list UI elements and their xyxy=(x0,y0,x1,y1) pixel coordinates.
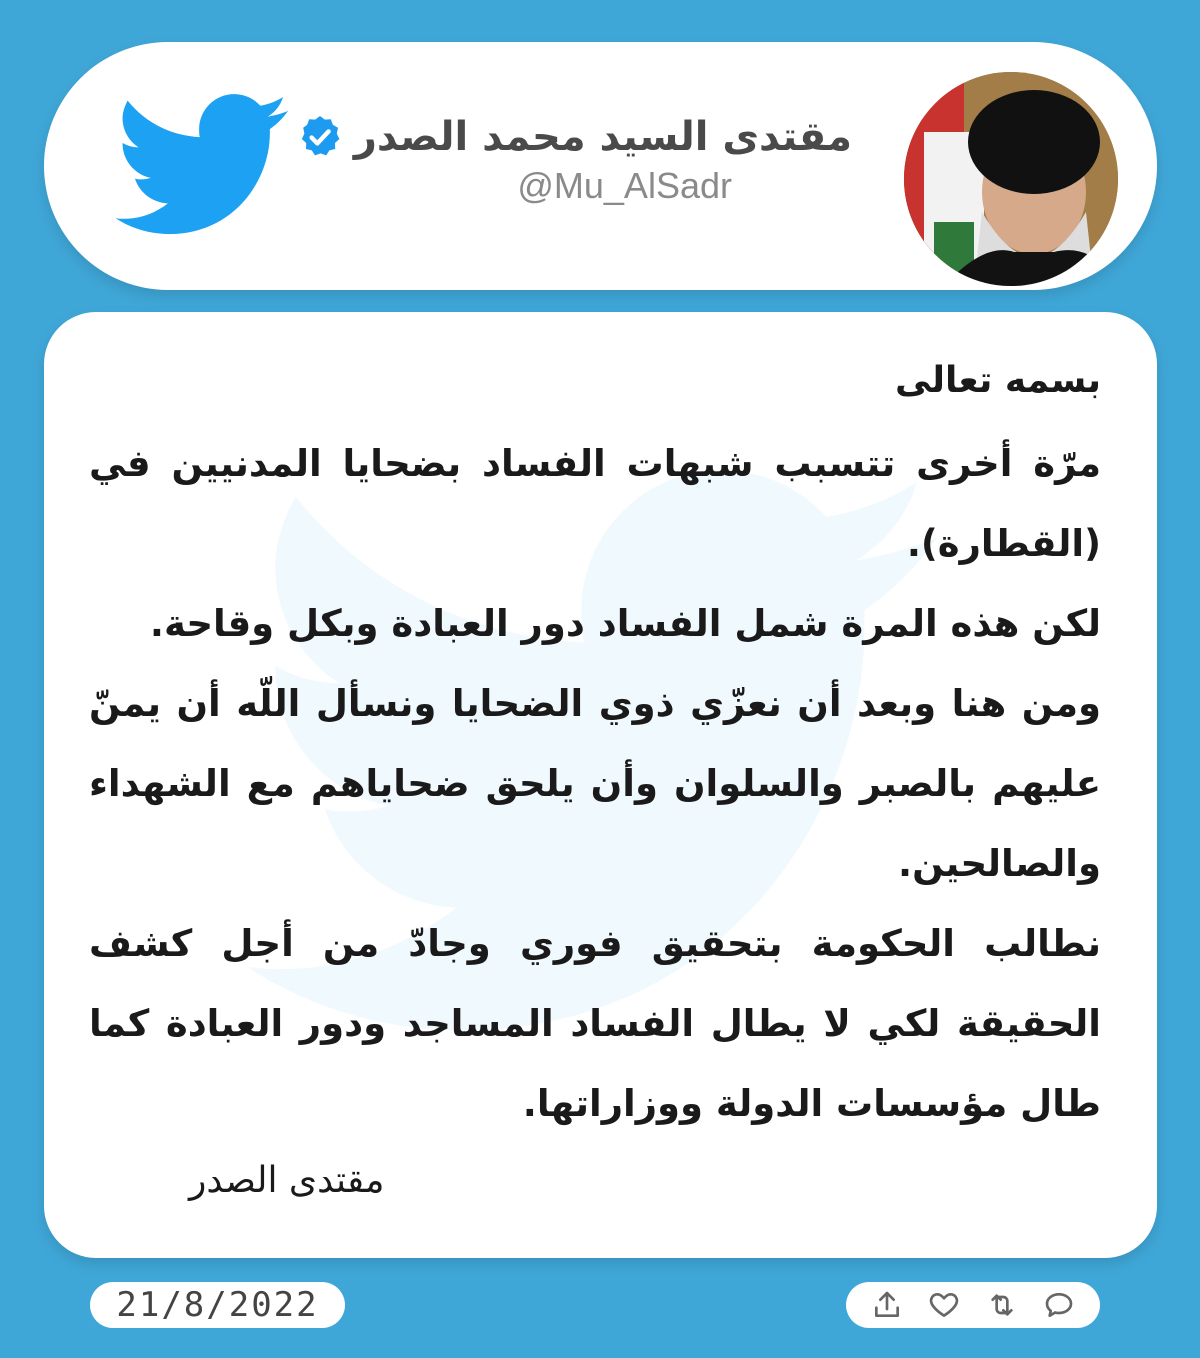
profile-photo xyxy=(904,72,1118,286)
tweet-paragraph: ومن هنا وبعد أن نعزّي ذوي الضحايا ونسأل اللّه أن يمنّ عليهم بالصبر والسلوان وأن يلحق ضحاياهم مع الشهداء والصالحين. xyxy=(89,682,1101,885)
retweet-icon[interactable] xyxy=(986,1289,1018,1321)
share-icon[interactable] xyxy=(871,1289,903,1321)
tweet-paragraph: نطالب الحكومة بتحقيق فوري وجادّ من أجل كشف الحقيقة لكي لا يطال الفساد المساجد ودور العبادة كما طال مؤسسات الدولة ووزاراتها. xyxy=(89,922,1101,1125)
tweet-paragraph: مرّة أخرى تتسبب شبهات الفساد بضحايا المدنيين في (القطارة). xyxy=(89,442,1101,565)
twitter-bird-icon xyxy=(116,92,291,242)
tweet-signature: مقتدى الصدر xyxy=(189,1160,385,1201)
reply-icon[interactable] xyxy=(1043,1289,1075,1321)
tweet-card xyxy=(44,312,1157,1258)
tweet-paragraph: لكن هذه المرة شمل الفساد دور العبادة وبكل وقاحة. xyxy=(149,602,1101,645)
verified-badge-icon xyxy=(296,113,344,161)
avatar[interactable] xyxy=(904,72,1118,286)
heart-icon[interactable] xyxy=(928,1289,960,1321)
tweet-title: بسمه تعالى xyxy=(895,360,1101,401)
tweet-actions xyxy=(846,1282,1100,1328)
tweet-text xyxy=(89,352,1101,1144)
display-name[interactable]: مقتدى السيد محمد الصدر xyxy=(353,114,852,160)
tweet-date: 21/8/2022 xyxy=(90,1282,345,1328)
user-handle[interactable]: @Mu_AlSadr xyxy=(517,165,732,206)
profile-header-card xyxy=(44,42,1157,290)
name-row xyxy=(296,102,852,172)
